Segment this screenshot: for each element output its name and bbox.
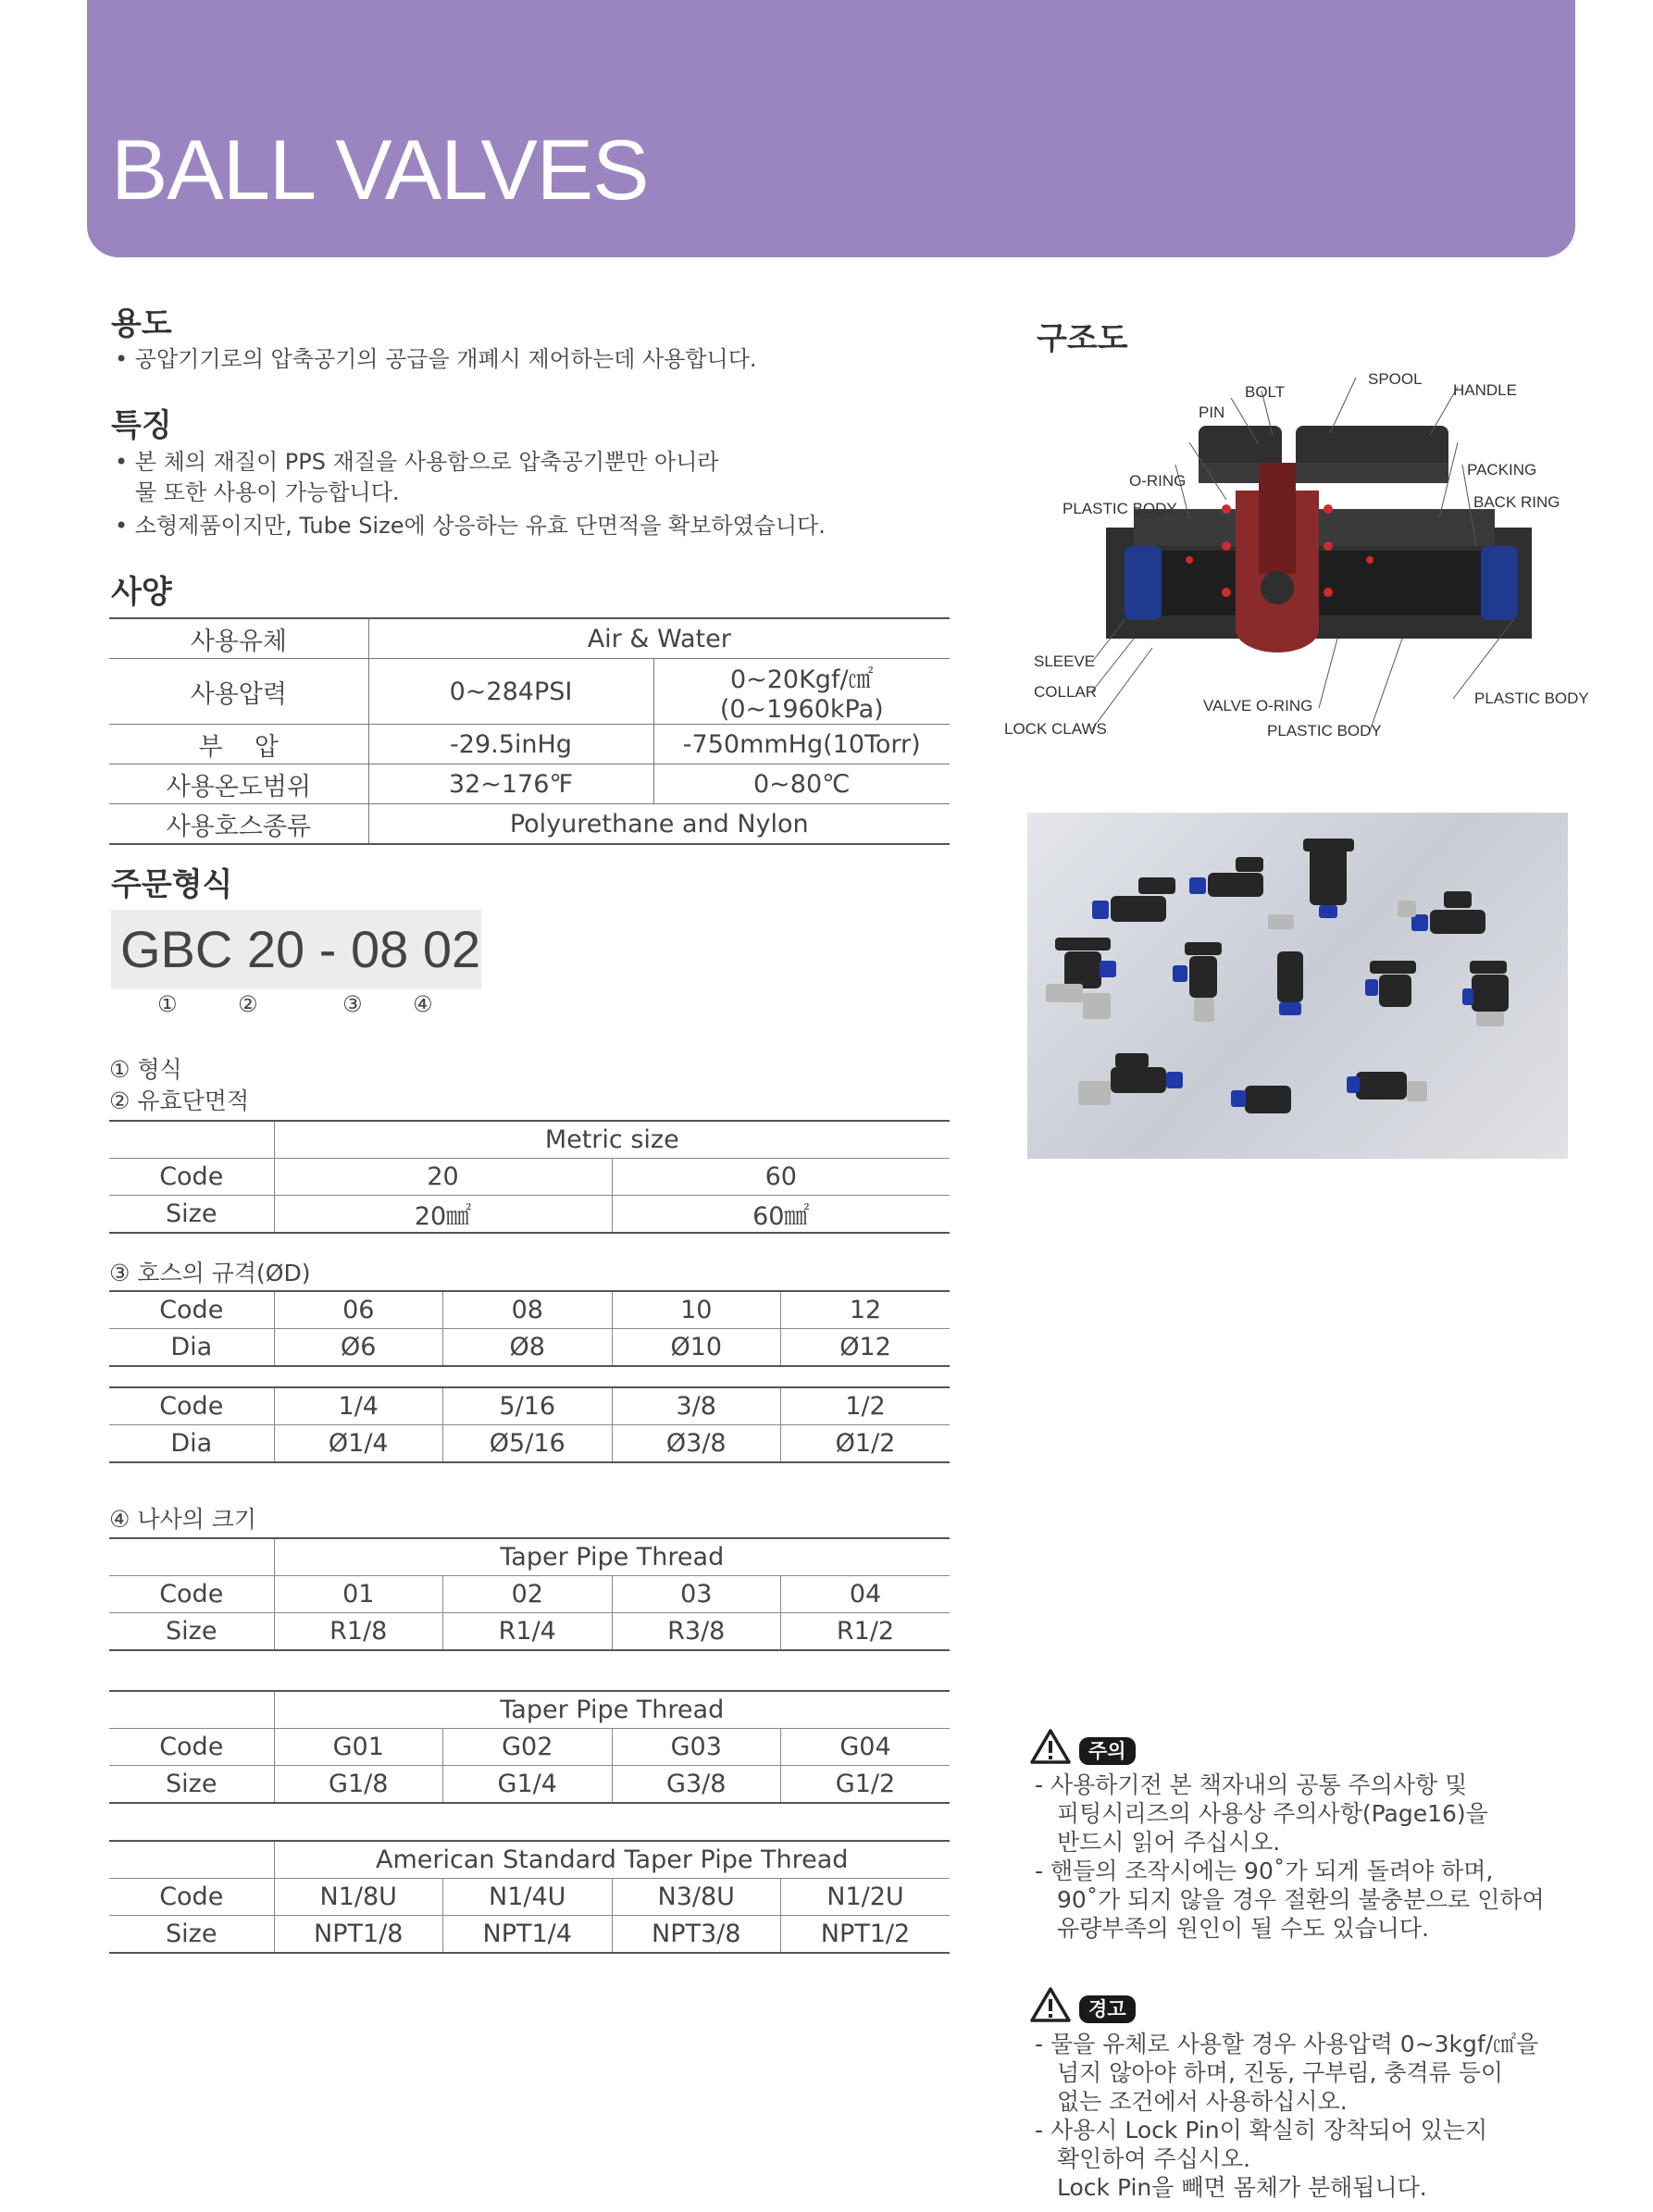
- label-lock-claws: LOCK CLAWS: [1004, 720, 1107, 738]
- table-cell: 04: [781, 1576, 951, 1613]
- spec-value: -750mmHg(10Torr): [653, 725, 950, 764]
- order-heading: 주문형식: [111, 866, 233, 903]
- caution-notes: [1035, 1771, 1545, 1943]
- caution-line: - 핸들의 조작시에는 90˚가 되게 돌려야 하며,: [1035, 1858, 1494, 1884]
- table-cell: 08: [443, 1291, 613, 1329]
- table-cell: G03: [612, 1729, 781, 1766]
- order-marker-2: ②: [238, 991, 258, 1017]
- spec-value: 0~284PSI: [368, 659, 653, 725]
- table-cell: G1/4: [443, 1766, 613, 1804]
- label-packing: PACKING: [1467, 461, 1537, 478]
- warning-line: - 사용시 Lock Pin이 확실히 장착되어 있는지: [1035, 2117, 1488, 2144]
- features-heading: 특징: [111, 407, 172, 444]
- spec-value: 0~20Kgf/㎠(0~1960kPa): [653, 659, 950, 725]
- table-cell: G1/8: [274, 1766, 443, 1804]
- table-cell: Ø6: [274, 1329, 443, 1367]
- table-row: [109, 1121, 950, 1159]
- usage-text: • 공압기기로의 압축공기의 공급을 개폐시 제어하는데 사용합니다.: [115, 344, 757, 375]
- legend-area: ② 유효단면적: [109, 1087, 250, 1114]
- label-pin: PIN: [1199, 404, 1225, 421]
- label-plastic-body-3: PLASTIC BODY: [1267, 722, 1382, 739]
- features-item-1-line-1: • 본 체의 재질이 PPS 재질을 사용함으로 압축공기뿐만 아니라: [115, 447, 719, 478]
- empty-cell: [109, 1841, 274, 1879]
- table-cell: G02: [443, 1729, 613, 1766]
- table-cell: 20: [274, 1159, 612, 1196]
- table-cell: N1/4U: [443, 1879, 613, 1916]
- label-bolt: BOLT: [1245, 383, 1286, 401]
- table-cell: G3/8: [612, 1766, 781, 1804]
- table-cell: 60㎟: [612, 1196, 950, 1234]
- table-cell: Ø3/8: [612, 1425, 781, 1463]
- hose-table-metric: [109, 1290, 950, 1367]
- thread-table-g: [109, 1690, 950, 1804]
- table-row: [109, 659, 950, 725]
- table-cell: N1/2U: [781, 1879, 951, 1916]
- caution-line: - 사용하기전 본 책자내의 공통 주의사항 및: [1035, 1771, 1468, 1798]
- row-label: Size: [109, 1766, 274, 1804]
- hose-table-inch: [109, 1386, 950, 1463]
- warning-line: - 물을 유체로 사용할 경우 사용압력 0~3kgf/㎠을: [1035, 2031, 1539, 2057]
- features-item-2: • 소형제품이지만, Tube Size에 상응하는 유효 단면적을 확보하였습니다.: [115, 511, 826, 541]
- caution-line: 유량부족의 원인이 될 수도 있습니다.: [1057, 1915, 1429, 1942]
- warning-notes: [1035, 2030, 1538, 2202]
- table-cell: NPT3/8: [612, 1916, 781, 1954]
- row-label: Size: [109, 1916, 274, 1954]
- product-photo: [1027, 813, 1568, 1159]
- table-row: [109, 1729, 950, 1766]
- order-code: GBC 20 - 08 02: [111, 910, 481, 989]
- table-row: [109, 618, 950, 659]
- warning-line: 없는 조건에서 사용하십시오.: [1057, 2088, 1348, 2115]
- legend-hose: ③ 호스의 규격(ØD): [109, 1260, 311, 1286]
- empty-cell: [109, 1121, 274, 1159]
- spec-value: 0~80℃: [653, 764, 950, 804]
- table-cell: Ø8: [443, 1329, 613, 1367]
- spec-label: 부 압: [109, 725, 368, 764]
- features-item-1: [115, 447, 719, 508]
- page-title: BALL VALVES: [111, 123, 649, 217]
- spec-label: 사용온도범위: [109, 764, 368, 804]
- usage-heading: 용도: [111, 305, 172, 342]
- structure-heading: 구조도: [1037, 320, 1128, 357]
- label-plastic-body-2: PLASTIC BODY: [1474, 690, 1589, 707]
- row-label: Code: [109, 1879, 274, 1916]
- table-cell: G1/2: [781, 1766, 951, 1804]
- caution-line: 반드시 읽어 주십시오.: [1057, 1829, 1281, 1856]
- product-photo-art: [1027, 813, 1568, 1159]
- table-row: [109, 1841, 950, 1879]
- table-cell: R3/8: [612, 1613, 781, 1651]
- table-cell: 06: [274, 1291, 443, 1329]
- table-cell: 1/2: [781, 1387, 951, 1425]
- table-cell: 20㎟: [274, 1196, 612, 1234]
- table-cell: R1/8: [274, 1613, 443, 1651]
- table-row: [109, 1576, 950, 1613]
- table-row: [109, 1329, 950, 1367]
- label-plastic-body-1: PLASTIC BODY: [1063, 500, 1177, 517]
- table-cell: 3/8: [612, 1387, 781, 1425]
- table-row: [109, 804, 950, 845]
- features-item-1-line-2: 물 또한 사용이 가능합니다.: [135, 479, 400, 505]
- table-cell: 12: [781, 1291, 951, 1329]
- thread-header: American Standard Taper Pipe Thread: [274, 1841, 950, 1879]
- area-table: [109, 1120, 950, 1234]
- caution-line: 피팅시리즈의 사용상 주의사항(Page16)을: [1057, 1800, 1488, 1827]
- thread-table-r: [109, 1537, 950, 1651]
- area-header: Metric size: [274, 1121, 950, 1159]
- warning-line: 넘지 않아야 하며, 진동, 구부림, 충격류 등이: [1057, 2059, 1504, 2086]
- table-cell: 03: [612, 1576, 781, 1613]
- table-row: [109, 1613, 950, 1651]
- order-marker-3: ③: [342, 991, 363, 1017]
- table-cell: 60: [612, 1159, 950, 1196]
- table-row: [109, 1538, 950, 1576]
- table-cell: N3/8U: [612, 1879, 781, 1916]
- spec-value: Air & Water: [368, 618, 950, 659]
- spec-value: Polyurethane and Nylon: [368, 804, 950, 845]
- table-cell: 02: [443, 1576, 613, 1613]
- table-row: [109, 1387, 950, 1425]
- table-row: [109, 1425, 950, 1463]
- table-cell: 5/16: [443, 1387, 613, 1425]
- danger-triangle-icon: [1029, 1986, 1072, 2023]
- spec-label: 사용유체: [109, 618, 368, 659]
- table-cell: NPT1/2: [781, 1916, 951, 1954]
- row-label: Code: [109, 1159, 274, 1196]
- spec-value: 32~176℉: [368, 764, 653, 804]
- table-row: [109, 1766, 950, 1804]
- table-cell: Ø12: [781, 1329, 951, 1367]
- table-cell: N1/8U: [274, 1879, 443, 1916]
- warning-triangle-icon: [1029, 1728, 1072, 1765]
- thread-header: Taper Pipe Thread: [274, 1538, 950, 1576]
- table-cell: 10: [612, 1291, 781, 1329]
- order-marker-1: ①: [157, 991, 178, 1017]
- empty-cell: [109, 1538, 274, 1576]
- row-label: Dia: [109, 1329, 274, 1367]
- table-row: [109, 1879, 950, 1916]
- spec-heading: 사양: [111, 574, 172, 611]
- thread-header: Taper Pipe Thread: [274, 1691, 950, 1729]
- table-row: [109, 1159, 950, 1196]
- row-label: Size: [109, 1196, 274, 1234]
- table-cell: Ø1/4: [274, 1425, 443, 1463]
- table-cell: NPT1/4: [443, 1916, 613, 1954]
- header-banner: [87, 0, 1575, 257]
- legend-type: ① 형식: [109, 1056, 182, 1083]
- table-cell: R1/4: [443, 1613, 613, 1651]
- table-row: [109, 1691, 950, 1729]
- row-label: Code: [109, 1576, 274, 1613]
- label-back-ring: BACK RING: [1473, 493, 1560, 511]
- label-o-ring: O-RING: [1129, 472, 1187, 490]
- order-marker-4: ④: [413, 991, 433, 1017]
- spec-label: 사용호스종류: [109, 804, 368, 845]
- table-cell: 1/4: [274, 1387, 443, 1425]
- empty-cell: [109, 1691, 274, 1729]
- table-cell: Ø10: [612, 1329, 781, 1367]
- table-cell: Ø5/16: [443, 1425, 613, 1463]
- label-valve-o-ring: VALVE O-RING: [1203, 697, 1313, 715]
- warning-line: 확인하여 주십시오.: [1057, 2145, 1251, 2172]
- label-spool: SPOOL: [1368, 370, 1423, 388]
- caution-badge: 주의: [1079, 1737, 1136, 1765]
- label-collar: COLLAR: [1034, 683, 1098, 701]
- label-sleeve: SLEEVE: [1034, 652, 1096, 670]
- row-label: Code: [109, 1291, 274, 1329]
- row-label: Code: [109, 1387, 274, 1425]
- table-cell: 01: [274, 1576, 443, 1613]
- table-cell: R1/2: [781, 1613, 951, 1651]
- table-row: [109, 1291, 950, 1329]
- table-cell: G04: [781, 1729, 951, 1766]
- spec-label: 사용압력: [109, 659, 368, 725]
- thread-table-npt: [109, 1840, 950, 1954]
- legend-thread: ④ 나사의 크기: [109, 1506, 257, 1533]
- spec-value: -29.5inHg: [368, 725, 653, 764]
- table-row: [109, 1916, 950, 1954]
- warning-badge: 경고: [1079, 1995, 1136, 2023]
- structure-diagram: [1004, 361, 1597, 750]
- label-handle: HANDLE: [1453, 381, 1517, 399]
- table-row: [109, 725, 950, 764]
- warning-line: Lock Pin을 빼면 몸체가 분해됩니다.: [1057, 2174, 1427, 2201]
- row-label: Code: [109, 1729, 274, 1766]
- spec-table: [109, 617, 950, 845]
- table-cell: G01: [274, 1729, 443, 1766]
- table-row: [109, 764, 950, 804]
- table-cell: Ø1/2: [781, 1425, 951, 1463]
- row-label: Dia: [109, 1425, 274, 1463]
- table-row: [109, 1196, 950, 1234]
- table-cell: NPT1/8: [274, 1916, 443, 1954]
- caution-line: 90˚가 되지 않을 경우 절환의 불충분으로 인하여: [1057, 1886, 1545, 1913]
- row-label: Size: [109, 1613, 274, 1651]
